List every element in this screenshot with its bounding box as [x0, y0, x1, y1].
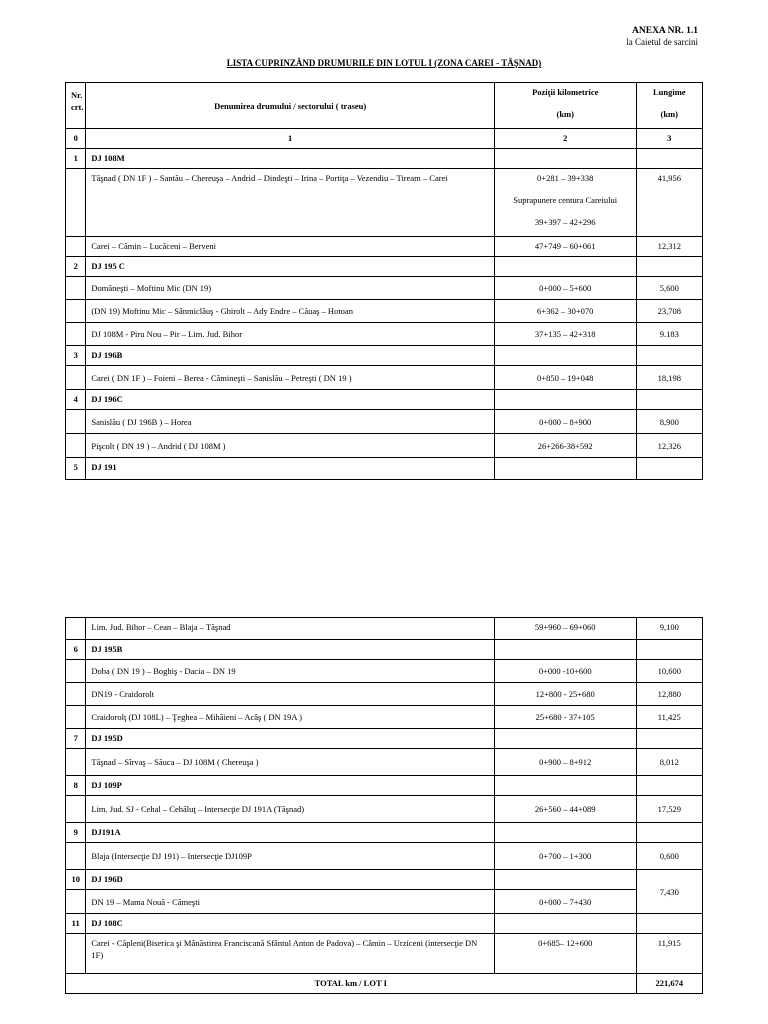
row-number: 4: [66, 390, 86, 410]
col-num-0: 0: [66, 129, 86, 149]
segment-position: 0+900 – 8+912: [494, 749, 636, 776]
road-row: [66, 776, 703, 796]
segment-name: DN 19 – Mama Nouă - Cămeşti: [86, 890, 495, 914]
annex-title: ANEXA NR. 1.1: [632, 26, 698, 36]
header-position-label: Poziţii kilometrice: [532, 87, 599, 97]
road-row: [66, 823, 703, 843]
table-row: [66, 277, 703, 300]
row-number: 11: [66, 914, 86, 934]
road-code: DJ 196D: [86, 870, 495, 890]
row-number: 6: [66, 640, 86, 660]
road-row: [66, 346, 703, 366]
total-label: TOTAL km / LOT I: [66, 974, 637, 994]
road-row: [66, 458, 703, 480]
table-row: [66, 683, 703, 706]
segment-length: 10,600: [636, 660, 703, 683]
row-number: 8: [66, 776, 86, 796]
segment-position: 6+362 – 30+070: [494, 300, 636, 323]
table-row: [66, 300, 703, 323]
table-row: [66, 749, 703, 776]
table-row: [66, 660, 703, 683]
road-row: [66, 390, 703, 410]
road-code: DJ 195B: [86, 640, 495, 660]
table-row: [66, 934, 703, 974]
segment-name: DJ 108M - Piru Nou – Pir – Lim. Jud. Bihor: [86, 323, 495, 346]
segment-length: 8,900: [636, 410, 703, 434]
segment-length: 12,312: [636, 237, 703, 257]
annex-header: [626, 26, 698, 48]
segment-name: Carei - Căpleni(Biserica şi Mânăstirea Franciscană Sfântul Anton de Padova) – Cămin – Urziceni (intersecţie DN 1F): [86, 934, 495, 974]
roads-table-part-2: [65, 617, 703, 994]
segment-position: 0+700 – 1+300: [494, 843, 636, 870]
row-number: 10: [66, 870, 86, 890]
segment-position: 37+135 – 42+318: [494, 323, 636, 346]
header-position: [494, 83, 636, 129]
segment-name: Lim. Jud. SJ - Cehal – Cehăluţ – Intersecţie DJ 191A (Tăşnad): [86, 796, 495, 823]
segment-position: 0+000 – 7+430: [494, 890, 636, 914]
segment-length: 9.183: [636, 323, 703, 346]
road-code: DJ 191: [86, 458, 495, 480]
segment-name: (DN 19) Moftinu Mic – Sânmiclăuş - Ghirolt – Ady Endre – Căuaş – Hotoan: [86, 300, 495, 323]
road-row: [66, 870, 703, 890]
segment-name: Carei – Cămin – Lucăceni – Berveni: [86, 237, 495, 257]
road-row: [66, 914, 703, 934]
segment-position: 0+850 – 19+048: [494, 366, 636, 390]
row-number: 5: [66, 458, 86, 480]
table-row: [66, 366, 703, 390]
row-number: 3: [66, 346, 86, 366]
road-code: DJ 196C: [86, 390, 495, 410]
segment-length: 11,915: [636, 934, 703, 974]
segment-length: 41,956: [636, 169, 703, 237]
segment-name: Carei ( DN 1F ) – Foieni – Berea - Cămineşti – Sanislău – Petreşti ( DN 19 ): [86, 366, 495, 390]
road-code: DJ 108M: [86, 149, 495, 169]
roads-table-part-1: [65, 82, 703, 480]
segment-length: 23,708: [636, 300, 703, 323]
table-row: [66, 237, 703, 257]
segment-name: Tăşnad ( DN 1F ) – Santău – Chereuşa – Andrid – Dindeşti – Irina – Portiţa – Vezendiu – Tiream – Carei: [86, 169, 495, 237]
table-row: [66, 434, 703, 458]
table-row: [66, 410, 703, 434]
segment-name: Blaja (Intersecţie DJ 191) – Intersecţie DJ109P: [86, 843, 495, 870]
segment-length: 7,430: [636, 870, 703, 914]
position-line: 0+281 – 39+338: [537, 173, 594, 183]
segment-name: Domăneşti – Moftinu Mic (DN 19): [86, 277, 495, 300]
segment-name: Tăşnad – Sîrvaş – Săuca – DJ 108M ( Chereuşa ): [86, 749, 495, 776]
segment-length: 12,880: [636, 683, 703, 706]
road-row: [66, 257, 703, 277]
segment-name: Sanislău ( DJ 196B ) – Horea: [86, 410, 495, 434]
road-code: DJ 196B: [86, 346, 495, 366]
header-nr: Nr. crt.: [66, 83, 86, 129]
table-row: [66, 890, 703, 914]
segment-length: 0,600: [636, 843, 703, 870]
segment-length: 11,425: [636, 706, 703, 729]
segment-position: 59+960 – 69+060: [494, 618, 636, 640]
column-number-row: [66, 129, 703, 149]
table-row: [66, 323, 703, 346]
col-num-1: 1: [86, 129, 495, 149]
segment-name: Pişcolt ( DN 19 ) – Andrid ( DJ 108M ): [86, 434, 495, 458]
segment-position: [494, 169, 636, 237]
segment-length: 8,012: [636, 749, 703, 776]
segment-length: 5,600: [636, 277, 703, 300]
table-row: [66, 618, 703, 640]
segment-name: Lim. Jud. Bihor – Cean – Blaja – Tăşnad: [86, 618, 495, 640]
segment-position: 0+000 -10+600: [494, 660, 636, 683]
table-row: [66, 706, 703, 729]
col-num-2: 2: [494, 129, 636, 149]
row-number: 7: [66, 729, 86, 749]
position-note: Suprapunere centura Careiului: [513, 195, 618, 205]
row-number: 2: [66, 257, 86, 277]
segment-position: 0+000 – 8+900: [494, 410, 636, 434]
segment-name: DN19 - Craidorolt: [86, 683, 495, 706]
header-length-unit: (km): [660, 109, 678, 119]
header-length: [636, 83, 703, 129]
position-line: 39+397 – 42+296: [534, 217, 596, 227]
table-row: [66, 796, 703, 823]
segment-position: 26+266-38+592: [494, 434, 636, 458]
table-row: [66, 843, 703, 870]
row-number: 1: [66, 149, 86, 169]
document-title: LISTA CUPRINZÂND DRUMURILE DIN LOTUL I (ZONA CAREI - TĂŞNAD): [226, 58, 542, 68]
header-length-label: Lungime: [652, 87, 686, 97]
annex-subtitle: la Caietul de sarcini: [626, 37, 698, 47]
segment-position: 12+800 - 25+680: [494, 683, 636, 706]
road-code: DJ 195 C: [86, 257, 495, 277]
road-code: DJ 108C: [86, 914, 495, 934]
segment-name: Craidorolţ (DJ 108L) – Ţeghea – Mihăieni – Acâş ( DN 19A ): [86, 706, 495, 729]
road-code: DJ 109P: [86, 776, 495, 796]
total-value: 221,674: [636, 974, 703, 994]
header-name: Denumirea drumului / sectorului ( traseu): [86, 83, 495, 129]
segment-position: 0+000 – 5+600: [494, 277, 636, 300]
road-row: [66, 149, 703, 169]
segment-length: 17,529: [636, 796, 703, 823]
segment-length: 12,326: [636, 434, 703, 458]
table-header-row: [66, 83, 703, 129]
road-row: [66, 729, 703, 749]
segment-position: 25+680 - 37+105: [494, 706, 636, 729]
segment-position: 26+560 – 44+089: [494, 796, 636, 823]
road-code: DJ191A: [86, 823, 495, 843]
header-position-unit: (km): [556, 109, 574, 119]
road-code: DJ 195D: [86, 729, 495, 749]
segment-position: 0+685– 12+600: [494, 934, 636, 974]
segment-length: 9,100: [636, 618, 703, 640]
segment-name: Doba ( DN 19 ) – Boghiş - Dacia – DN 19: [86, 660, 495, 683]
row-number: 9: [66, 823, 86, 843]
table-row: [66, 169, 703, 237]
segment-length: 18,198: [636, 366, 703, 390]
road-row: [66, 640, 703, 660]
col-num-3: 3: [636, 129, 703, 149]
total-row: [66, 974, 703, 994]
segment-position: 47+749 – 60+061: [494, 237, 636, 257]
